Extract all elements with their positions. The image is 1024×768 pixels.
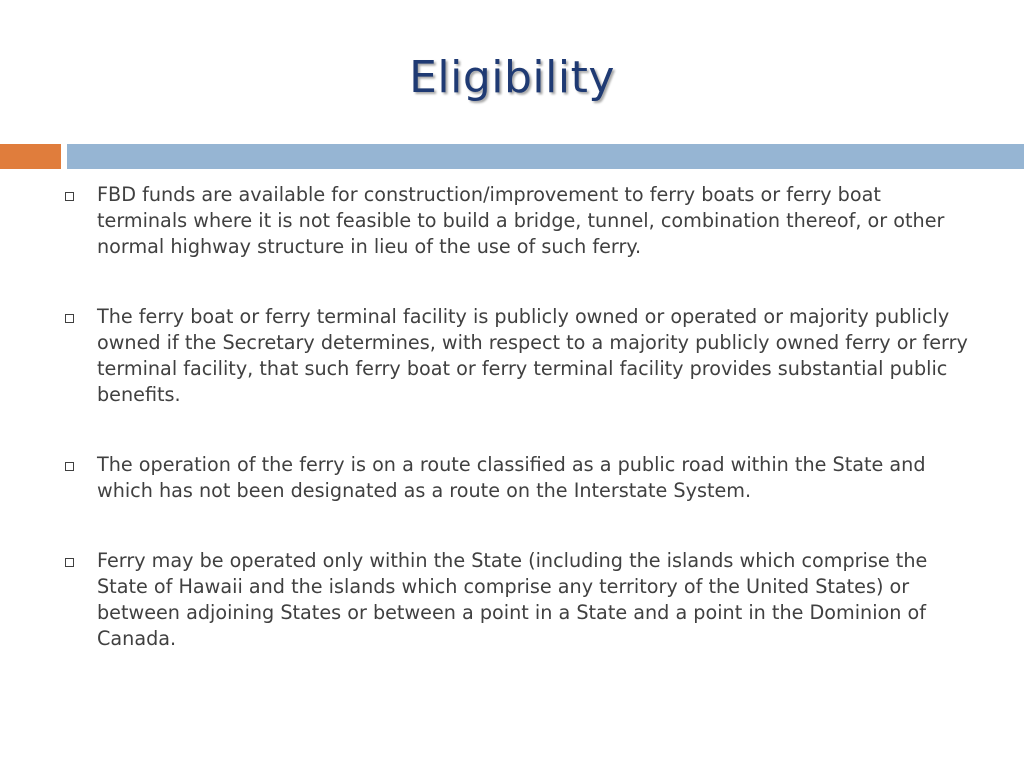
bullet-text: Ferry may be operated only within the State (including the islands which comprise the State of Hawaii and the islands which comprise any territory of the United States) or between adjoining States or between a point in a State and a point in the Dominion of Canada.: [97, 549, 928, 650]
bullet-text: FBD funds are available for construction/improvement to ferry boats or ferry boat terminals where it is not feasible to build a bridge, tunnel, combination thereof, or other normal highway structure in lieu of the use of such ferry.: [97, 183, 945, 258]
bullet-item: [62, 548, 972, 652]
slide-title: Eligibility: [409, 52, 615, 103]
hollow-square-bullet-icon: [65, 462, 74, 471]
bullet-item: [62, 452, 972, 504]
divider-bar: [67, 144, 1024, 169]
hollow-square-bullet-icon: [65, 314, 74, 323]
bullet-item: [62, 182, 972, 260]
bullet-item: [62, 304, 972, 408]
bullet-text: The ferry boat or ferry terminal facility is publicly owned or operated or majority publicly owned if the Secretary determines, with respect to a majority publicly owned ferry or ferry terminal facility, that such ferry boat or ferry terminal facility provides substantial public benefits.: [97, 305, 968, 406]
divider-accent-bar: [0, 144, 61, 169]
bullet-list: [62, 182, 972, 652]
hollow-square-bullet-icon: [65, 558, 74, 567]
bullet-text: The operation of the ferry is on a route classified as a public road within the State and which has not been designated as a route on the Interstate System.: [97, 453, 926, 502]
hollow-square-bullet-icon: [65, 192, 74, 201]
